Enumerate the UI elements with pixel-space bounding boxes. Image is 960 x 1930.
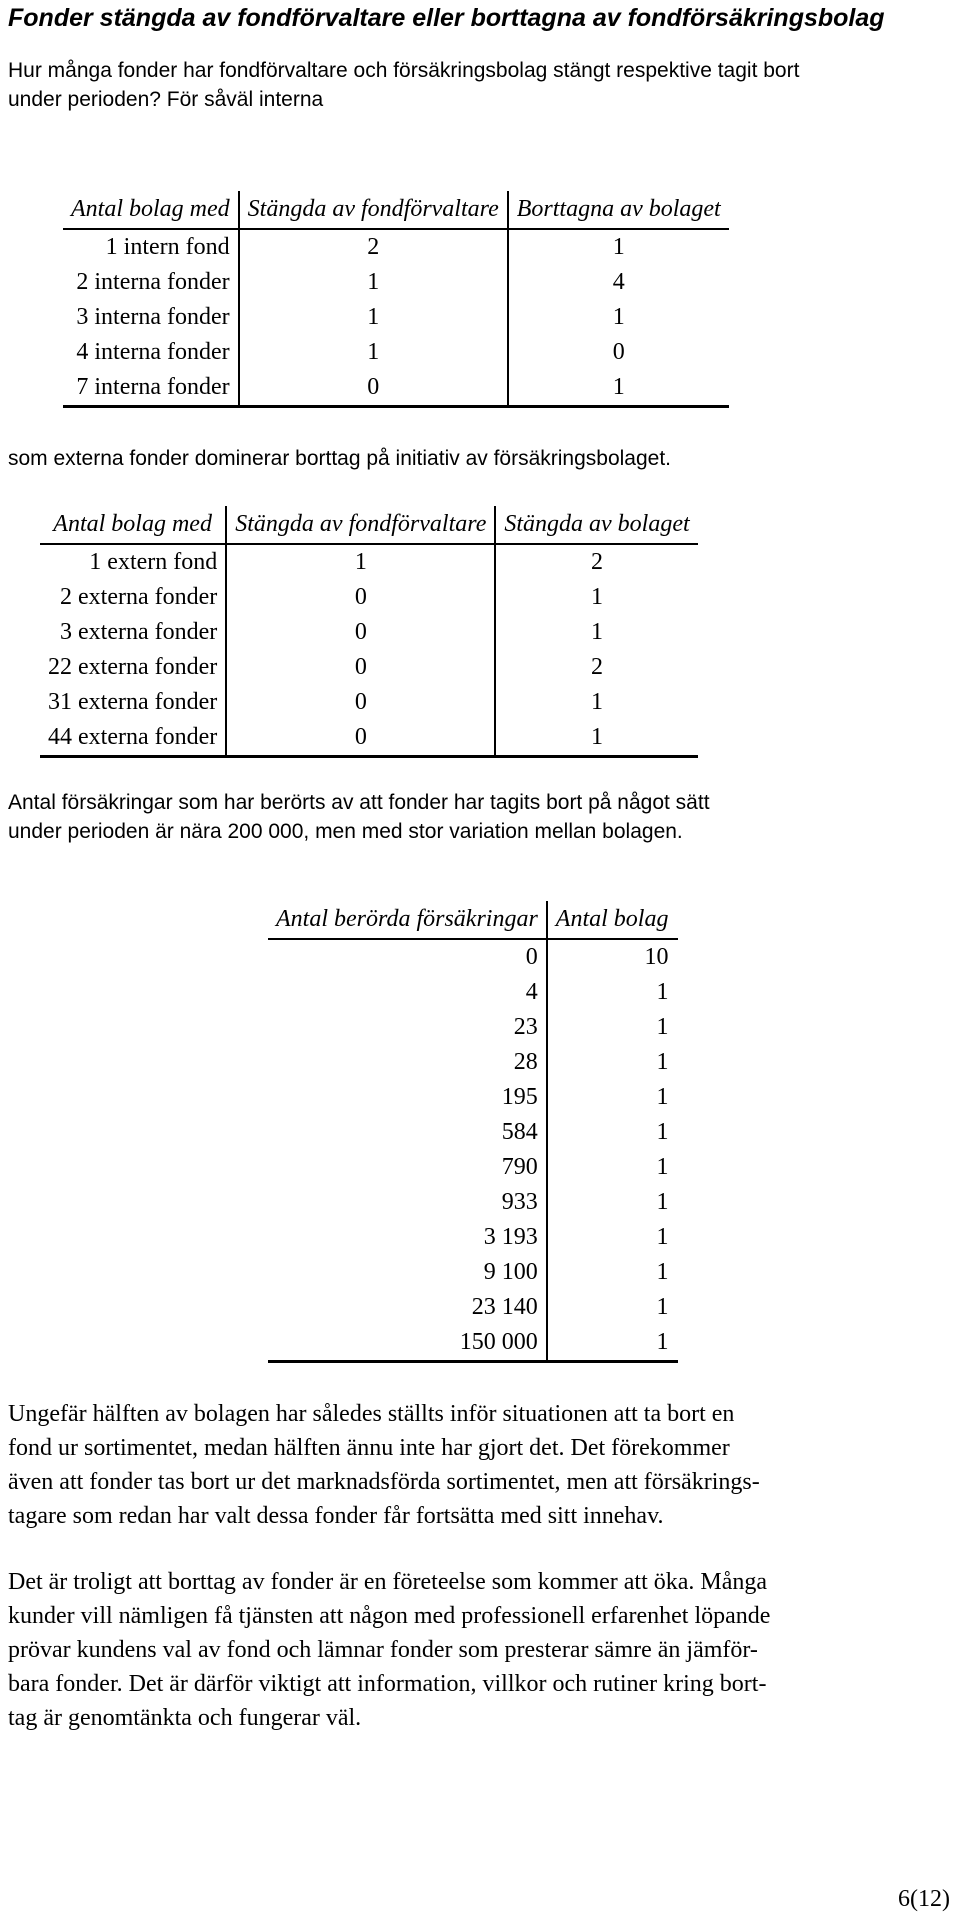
- table-cell: 1: [495, 720, 697, 757]
- affected-insurances-table: [268, 901, 678, 1363]
- table-row: [268, 1150, 678, 1185]
- table-cell: 933: [268, 1185, 547, 1220]
- table-cell: 22 externa fonder: [40, 650, 226, 685]
- table-cell: 23: [268, 1010, 547, 1045]
- table-row: [63, 335, 729, 370]
- table-row: [63, 265, 729, 300]
- table-cell: 1: [656, 979, 669, 1005]
- table-cell: 1: [226, 544, 495, 580]
- table-row: [40, 544, 698, 580]
- table-cell: 7 interna fonder: [63, 370, 239, 407]
- table-cell: 0: [239, 370, 508, 407]
- table-cell: 1: [591, 619, 604, 645]
- table-row: [268, 1290, 678, 1325]
- table-cell: 0: [226, 580, 495, 615]
- table-cell: 1: [656, 1014, 669, 1040]
- table-header-row: [40, 506, 698, 544]
- paragraph-line: bara fonder. Det är därför viktigt att information, villkor och rutiner kring bort-: [8, 1671, 767, 1697]
- table-row: [268, 1325, 678, 1362]
- external-funds-table: [40, 506, 698, 758]
- paragraph-line: även att fonder tas bort ur det marknadsförda sortimentet, men att försäkrings-: [8, 1469, 760, 1495]
- table-cell: 1: [656, 1189, 669, 1215]
- paragraph-half-of-companies: [8, 1397, 952, 1533]
- table-cell: 790: [268, 1150, 547, 1185]
- table-header-row: [268, 901, 678, 939]
- table-cell: 0: [226, 720, 495, 757]
- table-cell: 10: [644, 944, 669, 970]
- table-cell: 2: [591, 549, 604, 575]
- table-cell: 2: [239, 229, 508, 265]
- table-row: [40, 685, 698, 720]
- table-row: [268, 1220, 678, 1255]
- table-row: [63, 229, 729, 265]
- table-header-row: [63, 191, 729, 229]
- table-row: [268, 1185, 678, 1220]
- paragraph-line: tag är genomtänkta och fungerar väl.: [8, 1705, 362, 1731]
- header-borttagna-bolaget: Borttagna av bolaget: [508, 191, 729, 229]
- table-cell: 1: [591, 584, 604, 610]
- header-antal-berorda: Antal berörda försäkringar: [268, 901, 547, 939]
- table-cell: 0: [612, 339, 625, 365]
- table-cell: 1 intern fond: [63, 229, 239, 265]
- table-cell: 1 extern fond: [40, 544, 226, 580]
- table-cell: 2 externa fonder: [40, 580, 226, 615]
- table-cell: 0: [226, 685, 495, 720]
- table-cell: 1: [239, 265, 508, 300]
- table-cell: 4: [268, 975, 547, 1010]
- external-intro-paragraph: [8, 444, 671, 473]
- paragraph-line: kunder vill nämligen få tjänsten att någon med professionell erfarenhet löpande: [8, 1603, 771, 1629]
- table-row: [63, 300, 729, 335]
- table-cell: 28: [268, 1045, 547, 1080]
- table-cell: 1: [656, 1154, 669, 1180]
- table-row: [268, 1045, 678, 1080]
- table-cell: 1: [612, 234, 625, 260]
- page-number: 6(12): [898, 1886, 950, 1912]
- section-heading: Fonder stängda av fondförvaltare eller borttagna av fondförsäkringsbolag: [8, 4, 885, 32]
- table-cell: 1: [508, 370, 729, 407]
- table-cell: 1: [656, 1259, 669, 1285]
- header-antal-bolag: Antal bolag: [547, 901, 679, 939]
- table-cell: 9 100: [268, 1255, 547, 1290]
- intro-line-2: under perioden? För såväl interna: [8, 88, 324, 111]
- paragraph-line: tagare som redan har valt dessa fonder får fortsätta med sitt innehav.: [8, 1503, 664, 1529]
- table-cell: 195: [268, 1080, 547, 1115]
- table-cell: 150 000: [268, 1325, 547, 1362]
- internal-funds-table: [63, 191, 729, 408]
- paragraph-line: Ungefär hälften av bolagen har således ställts inför situationen att ta bort en: [8, 1401, 735, 1427]
- table-row: [268, 1255, 678, 1290]
- table-cell: 3 externa fonder: [40, 615, 226, 650]
- table-cell: 1: [239, 300, 508, 335]
- table-cell: 1: [547, 1325, 679, 1362]
- table-cell: 584: [268, 1115, 547, 1150]
- table-cell: 0: [226, 615, 495, 650]
- insurance-paragraph: [8, 788, 710, 846]
- table-cell: 1: [656, 1119, 669, 1145]
- table-cell: 1: [656, 1294, 669, 1320]
- table-cell: 31 externa fonder: [40, 685, 226, 720]
- table-cell: 2 interna fonder: [63, 265, 239, 300]
- table-cell: 44 externa fonder: [40, 720, 226, 757]
- table-cell: 0: [268, 939, 547, 975]
- header-stangda-fondforvaltare: Stängda av fondförvaltare: [239, 191, 508, 229]
- table-row: [268, 1080, 678, 1115]
- table-row: [268, 975, 678, 1010]
- header-stangda-fondforvaltare: Stängda av fondförvaltare: [226, 506, 495, 544]
- paragraph-removal-trend: [8, 1565, 952, 1735]
- table-cell: 4 interna fonder: [63, 335, 239, 370]
- intro-paragraph: [8, 56, 799, 114]
- insurance-line-1: Antal försäkringar som har berörts av att fonder har tagits bort på något sätt: [8, 791, 710, 814]
- insurance-line-2: under perioden är nära 200 000, men med stor variation mellan bolagen.: [8, 820, 683, 843]
- header-stangda-bolaget: Stängda av bolaget: [495, 506, 697, 544]
- table-cell: 3 interna fonder: [63, 300, 239, 335]
- header-antal-bolag: Antal bolag med: [40, 506, 226, 544]
- table-cell: 1: [612, 304, 625, 330]
- table-row: [40, 720, 698, 757]
- table-cell: 3 193: [268, 1220, 547, 1255]
- table-cell: 2: [591, 654, 604, 680]
- table-cell: 1: [656, 1084, 669, 1110]
- table-row: [40, 650, 698, 685]
- table-cell: 1: [239, 335, 508, 370]
- table-row: [40, 580, 698, 615]
- table-row: [268, 1115, 678, 1150]
- paragraph-line: Det är troligt att borttag av fonder är en företeelse som kommer att öka. Många: [8, 1569, 768, 1595]
- table-cell: 1: [656, 1049, 669, 1075]
- paragraph-line: fond ur sortimentet, medan hälften ännu inte har gjort det. Det förekommer: [8, 1435, 730, 1461]
- table-row: [268, 1010, 678, 1045]
- table-cell: 0: [226, 650, 495, 685]
- header-antal-bolag: Antal bolag med: [63, 191, 239, 229]
- table-row: [63, 370, 729, 407]
- table-cell: 1: [591, 689, 604, 715]
- table-row: [268, 939, 678, 975]
- paragraph-line: prövar kundens val av fond och lämnar fonder som presterar sämre än jämför-: [8, 1637, 758, 1663]
- table-row: [40, 615, 698, 650]
- table-cell: 4: [612, 269, 625, 295]
- intro-line-1: Hur många fonder har fondförvaltare och försäkringsbolag stängt respektive tagit bort: [8, 59, 800, 82]
- external-intro-line: som externa fonder dominerar borttag på initiativ av försäkringsbolaget.: [8, 447, 672, 470]
- table-cell: 23 140: [268, 1290, 547, 1325]
- table-cell: 1: [656, 1224, 669, 1250]
